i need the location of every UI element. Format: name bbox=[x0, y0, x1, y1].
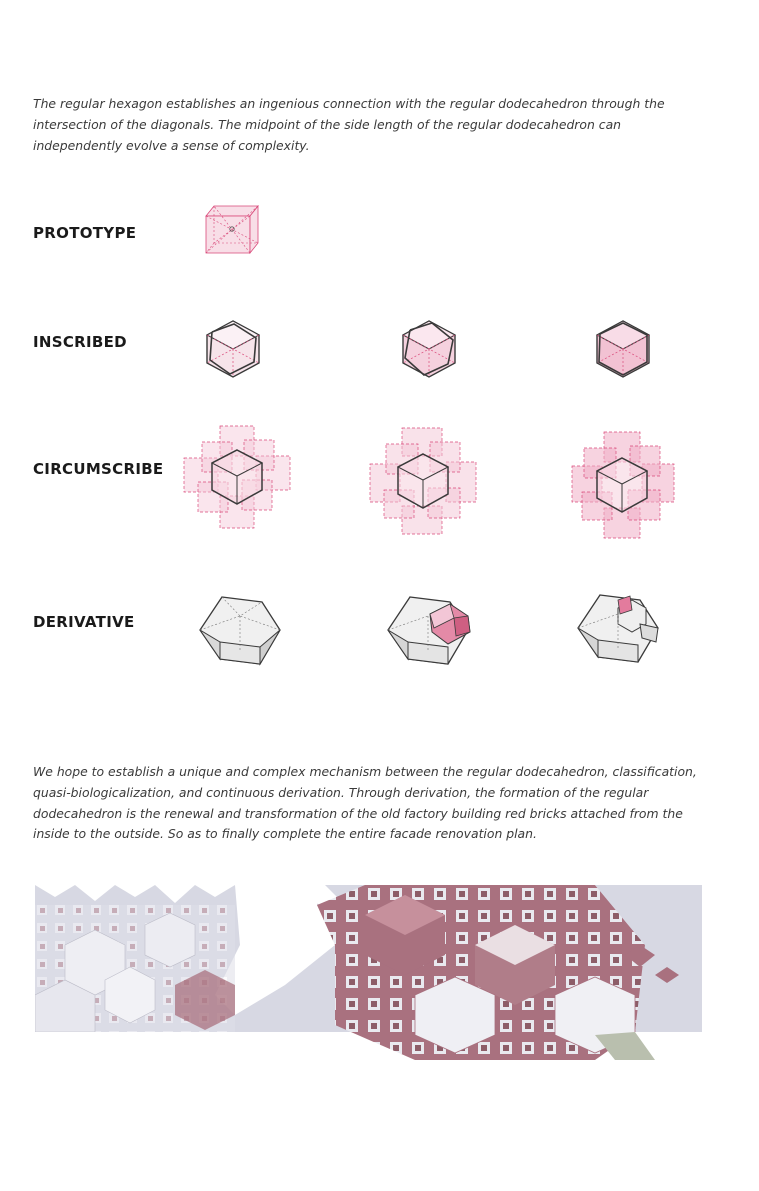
derivative-diagram-2 bbox=[384, 592, 474, 674]
circumscribe-diagram-2 bbox=[368, 424, 480, 539]
intro-paragraph: The regular hexagon establishes an ingenious connection with the regular dodecahedron through the intersection of the diagonals. The midpoint of the side length of the regular dodecahedron can independently evolve a sense of complexity. bbox=[33, 96, 665, 153]
circumscribe-diagram-1 bbox=[180, 420, 295, 535]
row-label-circumscribe: CIRCUMSCRIBE bbox=[33, 460, 164, 478]
derivative-diagram-3 bbox=[574, 590, 664, 674]
circumscribe-diagram-3 bbox=[568, 428, 678, 543]
prototype-cube-diagram bbox=[200, 200, 264, 260]
inscribed-diagram-3 bbox=[590, 318, 656, 380]
facade-renovation-rendering bbox=[35, 885, 702, 1065]
row-label-inscribed: INSCRIBED bbox=[33, 333, 127, 351]
row-label-derivative: DERIVATIVE bbox=[33, 613, 135, 631]
derivative-diagram-1 bbox=[196, 592, 284, 670]
inscribed-diagram-2 bbox=[396, 318, 462, 380]
row-label-prototype: PROTOTYPE bbox=[33, 224, 137, 242]
closing-paragraph: We hope to establish a unique and complex mechanism between the regular dodecahedron, classification, quasi-biologicalization, and continuous derivation. Through derivation, the formation of the regular dodecahedron is the renewal and transformation of the old factory building red bricks attached from the inside to the outside. So as to finally complete the entire facade renovation plan. bbox=[33, 764, 697, 842]
inscribed-diagram-1 bbox=[200, 318, 266, 380]
